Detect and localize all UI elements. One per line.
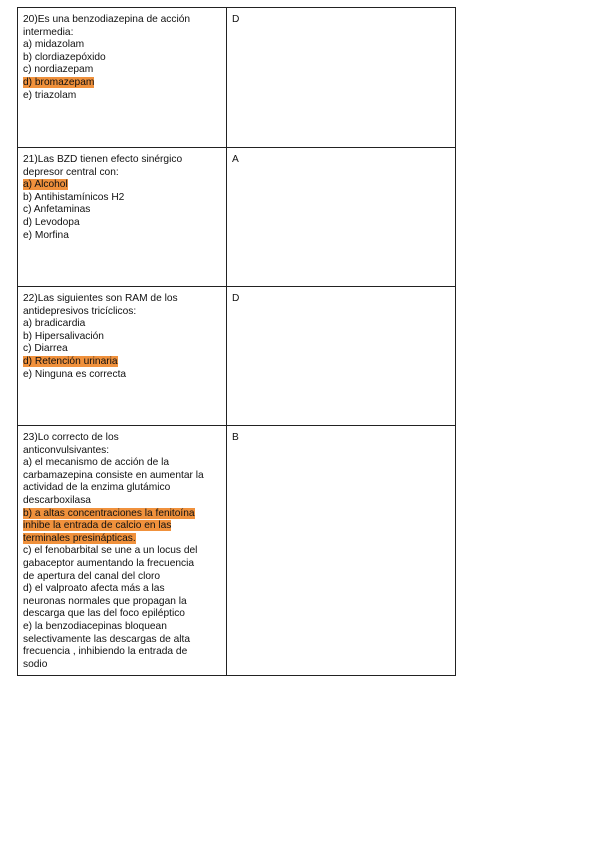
- answer-cell: D: [227, 287, 456, 426]
- question-text-line: 22)Las siguientes son RAM de los: [23, 293, 178, 304]
- option-e: e) triazolam: [23, 89, 77, 101]
- question-row-23: [18, 426, 456, 676]
- option-b-highlighted: [23, 533, 221, 546]
- option-b-highlighted: [23, 508, 221, 521]
- question-cell: [18, 148, 227, 287]
- option-c-line: c) el fenobarbital se une a un locus del: [23, 545, 198, 557]
- question-text-line: anticonvulsivantes:: [23, 444, 110, 456]
- question-text-line: 20)Es una benzodiazepina de acción: [23, 14, 191, 25]
- option-a-line: carbamazepina consiste en aumentar la: [23, 469, 204, 481]
- option-c-line: de apertura del canal del cloro: [23, 570, 161, 582]
- answer-cell: A: [227, 148, 456, 287]
- highlight-mark: inhibe la entrada de calcio en las: [23, 520, 172, 532]
- option-c: c) Diarrea: [23, 343, 68, 355]
- highlight-mark: d) bromazepam: [23, 76, 95, 88]
- answer-cell: D: [227, 8, 456, 148]
- question-text-line: 23)Lo correcto de los: [23, 432, 119, 443]
- option-e: e) Ninguna es correcta: [23, 368, 127, 380]
- question-cell: [18, 8, 227, 148]
- question-text-line: 21)Las BZD tienen efecto sinérgico: [23, 154, 183, 165]
- question-text-line: intermedia:: [23, 26, 74, 38]
- option-d-highlighted: [23, 77, 221, 90]
- option-e-line: sodio: [23, 658, 48, 670]
- option-d-line: d) el valproato afecta más a las: [23, 583, 165, 595]
- highlight-mark: a) Alcohol: [23, 179, 68, 191]
- question-cell: [18, 287, 227, 426]
- option-d-line: neuronas normales que propagan la: [23, 595, 187, 607]
- option-e-line: selectivamente las descargas de alta: [23, 633, 191, 645]
- highlight-mark: d) Retención urinaria: [23, 355, 118, 367]
- questions-table-body: [18, 8, 456, 676]
- option-b-highlighted: [23, 520, 221, 533]
- option-a-line: actividad de la enzima glutámico: [23, 482, 171, 494]
- highlight-mark: terminales presinápticas.: [23, 532, 136, 544]
- option-b: b) Antihistamínicos H2: [23, 191, 125, 203]
- option-c: c) nordiazepam: [23, 64, 94, 76]
- option-a: a) bradicardia: [23, 318, 86, 330]
- option-a: a) midazolam: [23, 39, 85, 51]
- answer-cell: B: [227, 426, 456, 676]
- highlight-mark: b) a altas concentraciones la fenitoína: [23, 507, 195, 519]
- option-e-line: e) la benzodiacepinas bloquean: [23, 620, 167, 632]
- question-cell: [18, 426, 227, 676]
- question-row-20: [18, 8, 456, 148]
- option-e-line: frecuencia , inhibiendo la entrada de: [23, 646, 188, 658]
- option-b: b) clordiazepóxido: [23, 51, 106, 63]
- option-d-line: descarga que las del foco epiléptico: [23, 608, 185, 620]
- option-d: d) Levodopa: [23, 216, 80, 228]
- option-c-line: gabaceptor aumentando la frecuencia: [23, 557, 195, 569]
- option-c: c) Anfetaminas: [23, 204, 91, 216]
- questions-table: [17, 7, 456, 676]
- question-text-line: antidepresivos tricíclicos:: [23, 305, 137, 317]
- option-a-line: descarboxilasa: [23, 494, 91, 506]
- question-row-21: [18, 148, 456, 287]
- option-d-highlighted: [23, 356, 221, 369]
- question-row-22: [18, 287, 456, 426]
- option-a-highlighted: [23, 179, 221, 192]
- option-a-line: a) el mecanismo de acción de la: [23, 457, 170, 469]
- option-b: b) Hipersalivación: [23, 330, 104, 342]
- question-text-line: depresor central con:: [23, 166, 119, 178]
- option-e: e) Morfina: [23, 229, 69, 241]
